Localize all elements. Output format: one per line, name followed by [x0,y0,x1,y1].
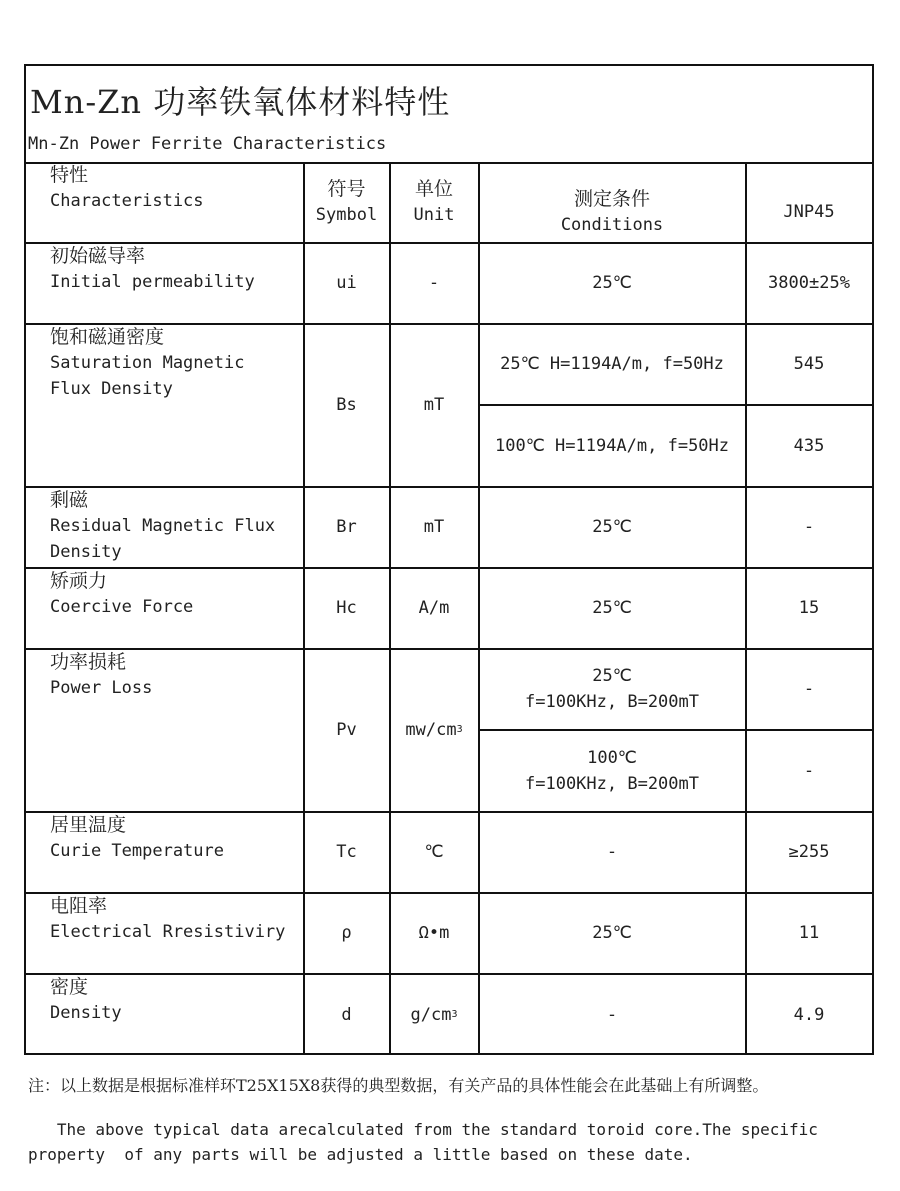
value-cell: 3800±25% [768,273,850,293]
footnote-english-line1: The above typical data arecalculated from the standard toroid core.The specific [28,1120,818,1139]
unit-cell [390,649,478,811]
unit-cell: - [428,273,440,293]
table-row-label [26,974,303,1055]
condition-cell [479,649,745,729]
table-row-label [26,568,303,648]
condition-temp: 25℃ [592,666,632,686]
unit-superscript: 3 [456,724,463,735]
title-chinese: Mn-Zn 功率铁氧体材料特性 [30,83,451,121]
symbol-cell: Hc [336,598,357,618]
condition-cell: 25℃ H=1194A/m, f=50Hz [500,354,724,374]
symbol-cell: Bs [336,395,357,415]
title-english: Mn-Zn Power Ferrite Characteristics [28,134,387,154]
footnote-english [28,1117,878,1167]
value-cell: 545 [793,354,825,374]
footnote-english-line2: property of any parts will be adjusted a little based on these date. [28,1145,693,1164]
condition-cell: 25℃ [592,923,632,943]
condition-cell: - [606,842,618,862]
condition-cell [479,730,745,811]
footnote-chinese: 注：以上数据是根据标准样环T25X15X8获得的典型数据，有关产品的具体性能会在此基础上有所调整。 [28,1076,769,1095]
label-zh: 剩磁 [50,489,89,511]
condition-cell: 25℃ [592,517,632,537]
label-zh: 密度 [50,976,89,998]
table-row-label [26,893,303,973]
unit-cell [390,974,478,1055]
value-cell: 435 [793,435,825,456]
header-unit-en: Unit [413,205,455,225]
condition-cell: 25℃ [592,598,632,618]
label-zh: 矫顽力 [50,570,108,592]
value-cell: 4.9 [793,1004,825,1025]
label-en: Electrical Rresistiviry [50,922,286,942]
header-characteristics-zh: 特性 [50,164,89,186]
label-en-line2: Flux Density [50,379,173,399]
unit-text: g/cm [410,1004,452,1025]
header-symbol [304,162,389,242]
header-symbol-en: Symbol [315,205,378,225]
table-row-label [26,487,303,567]
table-row-label [26,812,303,892]
symbol-cell: Br [336,517,357,537]
condition-cell: 100℃ H=1194A/m, f=50Hz [494,435,730,456]
symbol-cell: d [341,1004,352,1025]
condition-cell: 25℃ [592,273,632,293]
symbol-cell: ρ [341,923,352,943]
value-cell: 15 [798,598,820,618]
unit-cell: A/m [418,598,450,618]
label-zh: 居里温度 [50,814,127,836]
label-zh: 初始磁导率 [50,245,146,267]
label-zh: 电阻率 [50,895,108,917]
unit-cell: mT [423,517,445,537]
characteristics-table [26,162,872,1055]
label-en: Initial permeability [50,272,255,292]
label-zh: 饱和磁通密度 [50,326,165,348]
unit-text: mw/cm [405,720,457,740]
unit-cell: mT [423,395,445,415]
unit-superscript: 3 [451,1008,458,1020]
value-cell: - [803,760,815,781]
symbol-cell: Tc [336,842,357,862]
symbol-cell: Pv [336,720,357,740]
value-cell: 11 [798,923,820,943]
label-en: Residual Magnetic Flux [50,516,276,536]
header-conditions [479,172,745,252]
label-en: Power Loss [50,678,153,698]
value-cell: ≥255 [788,842,830,862]
table-row-label [26,324,303,486]
header-symbol-zh: 符号 [327,178,366,200]
header-characteristics [26,162,303,242]
header-characteristics-en: Characteristics [50,191,204,211]
header-unit-zh: 单位 [414,178,453,200]
header-conditions-zh: 测定条件 [573,188,650,210]
condition-params: f=100KHz, B=200mT [525,692,699,712]
label-en: Curie Temperature [50,841,224,861]
condition-params: f=100KHz, B=200mT [525,773,699,794]
header-unit [390,162,478,242]
label-zh: 功率损耗 [50,651,127,673]
condition-temp: 100℃ [587,747,637,768]
characteristics-sheet [24,64,874,1055]
table-row-label [26,243,303,323]
header-grade: JNP45 [783,202,835,222]
label-en: Coercive Force [50,597,194,617]
value-cell: - [803,517,815,537]
value-cell: - [803,679,815,699]
unit-cell: Ω•m [418,923,450,943]
table-row-label [26,649,303,811]
label-en-line2: Density [50,542,122,562]
label-en: Density [50,1003,122,1023]
unit-cell: ℃ [424,842,444,862]
symbol-cell: ui [336,273,357,293]
header-conditions-en: Conditions [560,215,664,235]
label-en: Saturation Magnetic [50,353,245,373]
condition-cell: - [606,1004,618,1025]
